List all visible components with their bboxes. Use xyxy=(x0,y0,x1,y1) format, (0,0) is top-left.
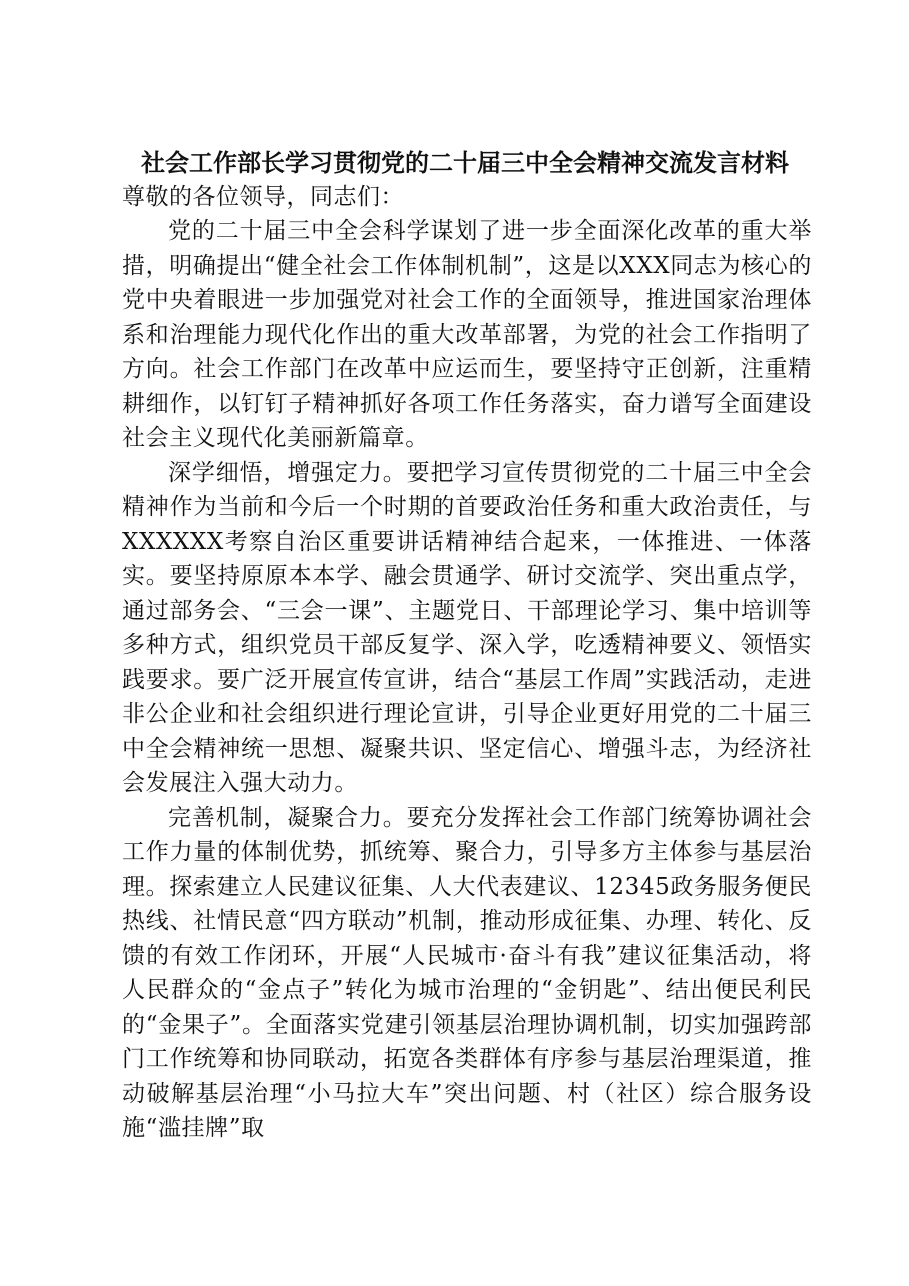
document-title: 社会工作部长学习贯彻党的二十届三中全会精神交流发言材料 xyxy=(141,148,789,177)
salutation: 尊敬的各位领导，同志们： xyxy=(122,184,404,210)
paragraph-study: 深学细悟，增强定力。要把学习宣传贯彻党的二十届三中全会精神作为当前和今后一个时期的首要政治任务和重大政治责任，与XXXXXX考察自治区重要讲话精神结合起来，一体推进、一体落实。要坚持原原本本学、融会贯通学、研讨交流学、突出重点学，通过部务会、“三会一课”、主题党日、干部理论学习、集中培训等多种方式，组织党员干部反复学、深入学，吃透精神要义、领悟实践要求。要广泛开展宣传宣讲，结合“基层工作周”实践活动，走进非公企业和社会组织进行理论宣讲，引导企业更好用党的二十届三中全会精神统一思想、凝聚共识、坚定信心、增强斗志，为经济社会发展注入强大动力。 xyxy=(122,459,812,796)
document-page xyxy=(122,146,812,1146)
paragraph-mechanism: 完善机制，凝聚合力。要充分发挥社会工作部门统筹协调社会工作力量的体制优势，抓统筹、聚合力，引导多方主体参与基层治理。探索建立人民建议征集、人大代表建议、12345政务服务便民热线、社情民意“四方联动”机制，推动形成征集、办理、转化、反馈的有效工作闭环，开展“人民城市·奋斗有我”建议征集活动，将人民群众的“金点子”转化为城市治理的“金钥匙”、结出便民利民的“金果子”。全面落实党建引领基层治理协调机制，切实加强跨部门工作统筹和协同联动，拓宽各类群体有序参与基层治理渠道，推动破解基层治理“小马拉大车”突出问题、村（社区）综合服务设施“滥挂牌”取 xyxy=(122,804,812,1141)
paragraph-intro: 党的二十届三中全会科学谋划了进一步全面深化改革的重大举措，明确提出“健全社会工作体制机制”，这是以XXX同志为核心的党中央着眼进一步加强党对社会工作的全面领导，推进国家治理体系和治理能力现代化作出的重大改革部署，为党的社会工作指明了方向。社会工作部门在改革中应运而生，要坚持守正创新，注重精耕细作，以钉钉子精神抓好各项工作任务落实，奋力谱写全面建设社会主义现代化美丽新篇章。 xyxy=(122,218,812,451)
